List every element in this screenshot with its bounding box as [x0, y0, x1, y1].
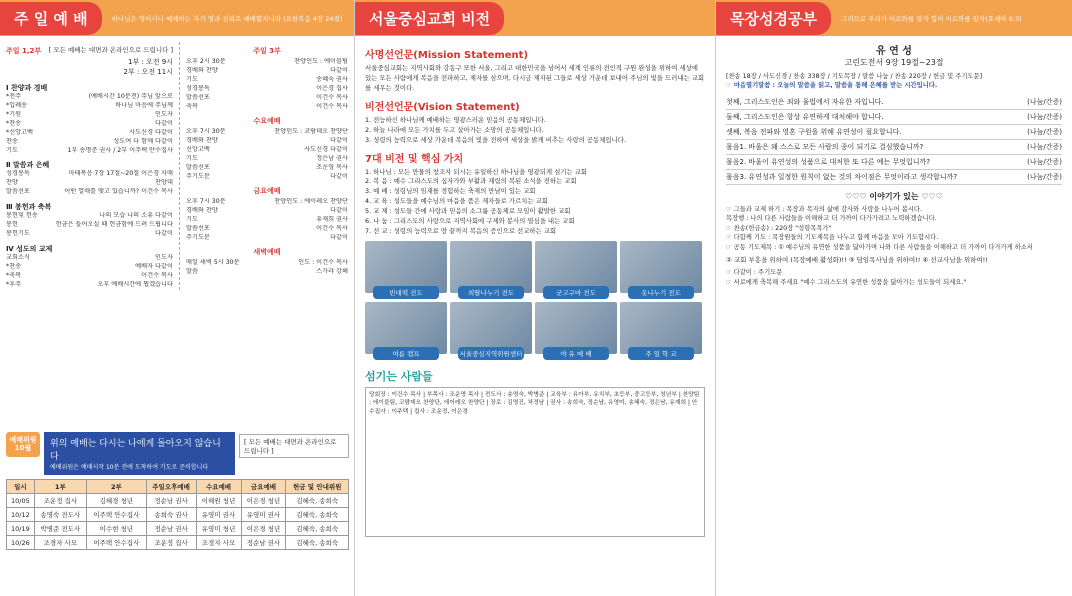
core-value-item: 7. 선 교 : 성령의 능력으로 땅 끝까지 복음의 증인으로 선교하는 교회 — [365, 227, 557, 236]
section-title: Ⅱ 말씀과 은혜 — [6, 161, 50, 170]
study-closing — [726, 205, 1062, 252]
question-tag: (나눔/간증) — [1027, 97, 1062, 106]
table-cell: 김혜숙, 송희숙 — [286, 536, 349, 550]
closing-line: ☞ 다같이 : 주기도문 — [726, 269, 783, 277]
photo-caption: 야 유 예 배 — [543, 347, 609, 360]
friday-title: 금요예배 — [253, 186, 281, 195]
afternoon-title: 주일 3부 — [253, 47, 281, 55]
order-row — [6, 221, 173, 230]
prayer-items — [726, 255, 1062, 264]
order-value: 정은남 권사 — [316, 154, 348, 162]
closing-line: ☞ 공동 기도제목 : ① 예수님의 유연한 성품을 닮아가며 나와 다른 사람들을 이해하고 더 가까이 다가가게 하소서 — [726, 243, 1033, 251]
wednesday-list — [186, 128, 348, 182]
core-values-heading: 7대 비전 및 핵심 가치 — [365, 153, 464, 165]
study-question — [726, 140, 1062, 155]
table-header: 주일오후예배 — [146, 480, 196, 494]
question-tag: (나눔/간증) — [1027, 157, 1062, 166]
order-row — [6, 93, 173, 102]
order-label: *축복 — [6, 272, 22, 280]
order-row — [186, 128, 348, 137]
closing-line: ☞ 찬송(헌금송) : 220장 "성령목목가" — [726, 224, 832, 232]
table-cell: 10/26 — [7, 536, 35, 550]
order-row — [186, 216, 348, 225]
afternoon-list — [186, 58, 348, 112]
order-value: (예배시간 10분전) 주님 앞으로 — [88, 92, 173, 100]
order-label: 오후 7시 30분 — [185, 127, 226, 135]
question-text: 첫째, 그리스도인은 죄와 율법에서 자유한 자입니다. — [726, 97, 884, 106]
table-header: 헌금 및 안내위원 — [286, 480, 349, 494]
order-row — [186, 67, 348, 76]
order-value: 인도자 — [155, 254, 173, 262]
vision-item: 2. 하늘 나라에 모든 가치를 두고 살아가는 소망의 공동체입니다. — [365, 125, 544, 134]
worship-title: 주 일 예 배 — [0, 2, 102, 35]
order-row — [186, 198, 348, 207]
ministry-photo — [535, 241, 617, 297]
order-row — [186, 155, 348, 164]
order-label: *전주 — [6, 92, 22, 100]
order-list-1 — [6, 93, 173, 156]
committee-subline: 예배위원은 예배시작 10분 전에 도착하여 기도로 준비합니다 — [50, 464, 209, 471]
committee-notice: [ 모든 예배는 대면과 온라인으로 드립니다 ] — [239, 434, 349, 458]
worship-verse: 하나님은 영이시니 예배하는 자가 영과 진리로 예배할지니라 (요한복음 4장 24절) — [111, 14, 343, 23]
table-cell: 김혜숙, 송희숙 — [286, 508, 349, 522]
table-header: 1부 — [34, 480, 86, 494]
ministry-photo — [365, 241, 447, 297]
table-cell: 유영미 권사 — [196, 508, 241, 522]
order-value: 1부 송명준 권사 / 2부 이주택 안수집사 — [67, 146, 173, 154]
study-question — [726, 110, 1062, 125]
study-opening: [찬송 18장 / 사도신경 / 찬송 338장 / 기도목장 / 말씀 나눔 / 찬송 220장 / 헌금 및 주기도문] — [726, 73, 983, 80]
study-question — [726, 170, 1062, 185]
order-row — [186, 103, 348, 112]
service-time-1: 1부 : 오전 9시 — [127, 58, 173, 66]
order-label: 말씀선포 — [185, 163, 210, 171]
committee-table — [6, 479, 349, 550]
order-label: 주기도문 — [185, 233, 210, 241]
order-row — [6, 281, 173, 290]
order-label: 말씀 — [185, 267, 198, 275]
order-label: 기도 — [6, 146, 18, 154]
study-panel — [716, 0, 1072, 596]
order-value: 이건수 목사 — [141, 272, 173, 280]
order-list-3 — [6, 212, 173, 239]
order-value: 찬양인도 : 코람데오 찬양단 — [274, 127, 348, 135]
order-label: *기원 — [6, 110, 22, 118]
order-row — [186, 85, 348, 94]
table-cell: 송희숙 권사 — [146, 508, 196, 522]
order-value: 사도신경 다같이 — [304, 145, 348, 153]
order-row — [6, 102, 173, 111]
section-title: Ⅰ 찬양과 경배 — [6, 83, 48, 92]
table-cell: 유영미 권사 — [241, 508, 286, 522]
order-label: 성경봉독 — [6, 170, 30, 178]
order-value: 인도 : 이건수 목사 — [298, 258, 348, 266]
order-value: 이건수 목사 — [316, 93, 348, 101]
order-value: 오후 예배시간에 뵙겠습니다 — [97, 281, 173, 289]
ministry-photo — [365, 302, 447, 358]
order-list-4 — [6, 254, 173, 290]
committee-label: 예배위원 — [9, 436, 37, 444]
friday-list — [186, 198, 348, 243]
table-cell: 김혜숙, 송희숙 — [286, 522, 349, 536]
table-header: 2부 — [87, 480, 147, 494]
order-value: 나의 모습 나의 소유 다같이 — [99, 212, 173, 220]
committee-headline: 위의 예배는 다시는 나에게 돌아오지 않습니다 — [50, 439, 221, 462]
question-tag: (나눔/간증) — [1027, 127, 1062, 136]
table-row — [7, 536, 349, 550]
order-value: 이건수 목사 — [316, 102, 348, 110]
order-row — [186, 225, 348, 234]
committee-tag — [6, 432, 40, 457]
order-label: 경배와 찬양 — [185, 66, 218, 74]
order-row — [6, 170, 173, 179]
committee-month: 10월 — [14, 444, 32, 453]
closing-line: ☞ 다함께 기도 : 목장원들의 기도제목을 나누고 함께 마음을 모아 기도합시다. — [726, 234, 939, 242]
order-label: 오후 7시 30분 — [185, 197, 226, 205]
question-tag: (나눔/간증) — [1027, 112, 1062, 121]
order-label: 기도 — [185, 75, 198, 83]
order-label: 봉헌 — [6, 221, 18, 229]
service-time-2: 2부 : 오전 11시 — [123, 67, 173, 76]
order-row — [6, 111, 173, 120]
closing-line: 목장행 : 나의 다른 사람들을 이해하고 더 가까이 다가가려고 노력하겠습니다. — [726, 215, 937, 223]
study-title: 유 연 성 — [876, 46, 912, 57]
table-cell: 이주택 안수집사 — [87, 508, 147, 522]
prayer-item: ② 교회 부흥을 위하여 (목장예배 활성화)!! — [726, 256, 847, 265]
question-tag: (나눔/간증) — [1027, 142, 1062, 151]
order-row — [6, 147, 173, 156]
table-cell: 10/12 — [7, 508, 35, 522]
order-value: 송혜숙 권사 — [316, 75, 348, 83]
table-cell: 이주택 안수집사 — [87, 536, 147, 550]
table-cell: 김혜경 청년 — [87, 494, 147, 508]
order-value: 다같이 — [330, 233, 348, 241]
prayer-item: ③ 담임목사님을 위하여!! — [848, 256, 921, 265]
ministry-photo — [620, 241, 702, 297]
order-value: 다같이 — [155, 230, 173, 238]
order-value: 다같이 — [330, 172, 348, 180]
order-row — [6, 230, 173, 239]
order-label: *입례송 — [6, 101, 28, 109]
section-title: Ⅳ 성도의 교제 — [6, 245, 53, 254]
order-row — [6, 179, 173, 188]
order-label: 신앙고백 — [185, 145, 210, 153]
question-text: 물음2. 바울이 유연성의 성품으로 대처한 또 다른 예는 무엇입니까? — [726, 157, 931, 166]
closing-line: ☞ 서로에게 축복해 주세요 "예수 그리스도의 유연한 성품을 닮아가는 성도들이 되세요." — [726, 278, 967, 286]
order-value: 조운영 목사 — [316, 163, 348, 171]
order-value: 다같이 — [155, 119, 173, 127]
sunday-service-order — [6, 42, 173, 290]
vision-list — [365, 116, 705, 146]
order-value: 하나님 마음에 주님께 — [115, 101, 173, 109]
committee-section — [6, 432, 349, 550]
order-row — [186, 137, 348, 146]
closing-line: ☞ 그들과 교제 하기 : 목장과 목자의 삶에 감사와 사랑을 나누어 봅시다. — [726, 205, 923, 213]
order-label: 말씀선포 — [185, 224, 210, 232]
order-list-2 — [6, 170, 173, 197]
study-question — [726, 95, 1062, 110]
question-text: 둘째, 그리스도인은 항상 유연하게 대처해야 합니다. — [726, 112, 884, 121]
order-row — [6, 212, 173, 221]
photo-caption: 주 일 학 교 — [628, 347, 694, 360]
vision-item: 1. 전능하신 하나님께 예배하는 영광스러운 믿음의 공동체입니다. — [365, 115, 546, 124]
service-times — [6, 58, 173, 78]
worship-header — [0, 0, 354, 36]
order-label: 오후 2시 30분 — [185, 58, 226, 65]
service-notice: [ 모든 예배는 대면과 온라인으로 드립니다 ] — [48, 45, 173, 54]
order-row — [186, 173, 348, 182]
table-cell: 10/19 — [7, 522, 35, 536]
order-label: *신앙고백 — [6, 128, 34, 136]
table-cell: 10/05 — [7, 494, 35, 508]
table-cell: 정순남 권사 — [241, 536, 286, 550]
committee-banner — [44, 432, 235, 475]
story-title: ♡♡♡ 이야기가 있는 ♡♡♡ — [845, 191, 943, 201]
table-cell: 정순남 권사 — [146, 522, 196, 536]
study-question — [726, 125, 1062, 140]
table-cell: 정순남 권사 — [146, 494, 196, 508]
ministry-photos — [365, 241, 705, 358]
order-row — [6, 138, 173, 147]
order-row — [6, 120, 173, 129]
order-label: 주기도문 — [185, 172, 210, 180]
order-value: 찬양인도 : 에이레오 찬양단 — [274, 197, 348, 205]
vision-heading: 비전선언문(Vision Statement) — [365, 101, 520, 113]
order-label: 교회소식 — [6, 254, 30, 262]
order-label: 찬송 — [6, 137, 18, 145]
core-value-item: 3. 예 배 : 성령님의 임재를 경험하는 축제의 만남이 있는 교회 — [365, 187, 536, 196]
order-row — [186, 207, 348, 216]
order-value: 이건수 목사 — [316, 224, 348, 232]
study-question — [726, 155, 1062, 170]
order-value: 찬양인도 : 에이블팀 — [294, 58, 348, 65]
core-values-list — [365, 168, 705, 237]
vision-title: 서울중심교회 비전 — [355, 2, 504, 35]
order-value: 유재희 권사 — [316, 215, 348, 223]
order-label: 성경봉독 — [185, 84, 210, 92]
worship-panel — [0, 0, 355, 596]
order-label: *후주 — [6, 281, 22, 289]
study-verse: 그러므로 우리가 이로와를 알자 힘써 이로와를 알자(호세아 6:3) — [840, 14, 1022, 23]
question-text: 셋째, 복음 전파와 영혼 구원을 위해 유연성이 필요합니다. — [726, 127, 902, 136]
mission-heading: 사명선언문(Mission Statement) — [365, 50, 529, 61]
order-value: 어떤 열매를 맺고 있습니까? 이건수 목사 — [64, 188, 173, 196]
order-value: 스가랴 강해 — [316, 267, 348, 275]
order-label: 매일 새벽 5시 30분 — [185, 258, 240, 266]
order-value: 다같이 — [330, 66, 348, 74]
order-row — [186, 58, 348, 67]
order-row — [186, 259, 348, 268]
study-intro: ☞ 마음열기말씀 : 오늘의 말씀을 읽고, 말씀을 통해 은혜를 받는 시간입니다. — [726, 82, 938, 90]
table-cell: 김혜숙, 송희숙 — [286, 494, 349, 508]
study-header — [716, 0, 1072, 36]
core-value-item: 5. 교 제 : 성도들 간에 사랑과 믿음의 소그룹 공동체로 모임이 활발한 교회 — [365, 207, 571, 216]
photo-caption: 여름 캠프 — [373, 347, 439, 360]
study-questions — [726, 95, 1062, 185]
table-cell: 조경자 사모 — [34, 536, 86, 550]
photo-caption: 서울중심지역위원센터 — [458, 347, 524, 360]
core-value-item: 6. 나 눔 : 그리스도의 사랑으로 지역사회에 구제와 봉사의 열심을 내는 교회 — [365, 217, 575, 226]
order-label: 봉헌기도 — [6, 230, 30, 238]
order-row — [186, 268, 348, 277]
order-value: 성도여 다 함께 다같이 — [113, 137, 173, 145]
table-header: 금요예배 — [241, 480, 286, 494]
order-row — [6, 254, 173, 263]
table-row — [7, 522, 349, 536]
question-text: 물음3. 유연성과 일정한 원칙이 없는 것의 차이점은 무엇이라고 생각합니까? — [726, 172, 958, 181]
order-label: *찬송 — [6, 263, 22, 271]
table-cell: 이수현 청년 — [87, 522, 147, 536]
table-cell: 유영미 청년 — [196, 522, 241, 536]
table-cell: 조운정 집사 — [146, 536, 196, 550]
core-value-item: 1. 하나님 : 모든 만물의 창조자 되시는 유일하신 하나님을 영광되게 섬기는 교회 — [365, 167, 587, 176]
ministry-photo — [450, 302, 532, 358]
ministry-photo — [535, 302, 617, 358]
order-value: 예배자 다같이 — [135, 263, 173, 271]
order-row — [186, 146, 348, 155]
photo-caption: 빈대떡 전도 — [373, 286, 439, 299]
ministry-photo — [620, 302, 702, 358]
order-label: 기도 — [185, 154, 198, 162]
section-title: Ⅲ 봉헌과 축복 — [6, 203, 52, 212]
table-cell: 이해원 청년 — [196, 494, 241, 508]
servants-list: 당회장 : 이건수 목사 | 부목사 : 조운영 목사 | 전도사 : 송명숙, 박병준 | 교육부 : 유아부, 유치부, 초등부, 중고등부, 청년부 | 찬양팀 : 에이블팀, 코람데오 찬양단, 에이레오 찬양단 | 장로 : 김영진, 차정남 | 권사 : 송희숙, 정순남, 유영미, 송혜숙, 정은남, 유재희 | 안수집사 : 이주택 | 집사 : 조운정, 이은경 — [365, 387, 705, 537]
order-row — [6, 272, 173, 281]
prayer-item: ④ 선교사님을 위하여!! — [922, 256, 988, 265]
order-value: 사도신경 다같이 — [129, 128, 173, 136]
order-row — [186, 164, 348, 173]
order-value: 헌금은 들어오실 때 헌금함에 드려 드립니다 — [55, 221, 173, 229]
order-value: 찬양대 — [155, 179, 173, 187]
core-value-item: 2. 복 음 : 예수 그리스도의 십자가와 부활과 재림의 복된 소식을 전하는 교회 — [365, 177, 577, 186]
order-label: 경배와 찬양 — [185, 206, 218, 214]
question-text: 물음1. 바울은 왜 스스로 모든 사람의 종이 되기로 결심했습니까? — [726, 142, 924, 151]
order-value: 다같이 — [330, 136, 348, 144]
order-label: 말씀선포 — [6, 188, 30, 196]
order-label: 경배와 찬양 — [185, 136, 218, 144]
table-header: 일시 — [7, 480, 35, 494]
servants-title: 섬기는 사람들 — [365, 369, 433, 383]
ministry-photo — [450, 241, 532, 297]
study-reference: 고린도전서 9장 19절~23절 — [844, 58, 944, 67]
table-row — [7, 508, 349, 522]
order-label: *찬송 — [6, 119, 22, 127]
order-value: 인도자 — [155, 110, 173, 118]
sunday-service-title: 주일 1,2부 — [6, 47, 42, 55]
vision-header — [355, 0, 715, 36]
order-label: 봉헌및 헌송 — [6, 212, 38, 220]
dawn-list — [186, 259, 348, 277]
order-row — [6, 188, 173, 197]
core-value-item: 4. 교 육 : 성도들을 예수님의 마음을 품은 제자들로 가르치는 교회 — [365, 197, 548, 206]
table-cell: 이은경 청년 — [241, 522, 286, 536]
order-label: 축복 — [185, 102, 198, 110]
vision-panel — [355, 0, 716, 596]
table-cell: 박병준 전도사 — [34, 522, 86, 536]
table-row — [7, 494, 349, 508]
order-value: 마태복음 7장 17절~20절 이은경 자매 — [68, 170, 173, 178]
order-row — [186, 76, 348, 85]
table-cell: 송명숙 전도사 — [34, 508, 86, 522]
order-row — [186, 234, 348, 243]
photo-caption: 군고구마 전도 — [543, 286, 609, 299]
table-cell: 조운정 집사 — [34, 494, 86, 508]
order-row — [6, 263, 173, 272]
dawn-title: 새벽예배 — [253, 247, 281, 256]
order-label: 기도 — [185, 215, 198, 223]
table-cell: 조경자 사모 — [196, 536, 241, 550]
vision-item: 3. 성령의 능력으로 세상 가운데 복음의 빛을 전하며 세상을 밝게 비추는 사랑의 공동체입니다. — [365, 135, 626, 144]
order-label: 찬양 — [6, 179, 18, 187]
photo-caption: 옷나누기 전도 — [628, 286, 694, 299]
order-row — [186, 94, 348, 103]
order-label: 말씀선포 — [185, 93, 210, 101]
wednesday-title: 수요예배 — [253, 116, 281, 125]
photo-caption: 외딸나누기 전도 — [458, 286, 524, 299]
order-row — [6, 129, 173, 138]
table-header: 수요예배 — [196, 480, 241, 494]
other-services — [179, 42, 348, 290]
mission-text: 서울중심교회는 지역사회와 강동구 또한 서울, 그리고 대한민국을 넘어서 세계 인류의 전인적 구원 완성을 위하여 세상에 있는 모든 사람에게 복음을 전파하고, 제자를 삼으며, 다시금 제자된 그들로 세상 가운데 보내어 주님의 빛을 드러내는 교회를 세우는 것이다. — [365, 64, 705, 92]
table-cell: 이은경 청년 — [241, 494, 286, 508]
question-tag: (나눔/간증) — [1027, 172, 1062, 181]
order-value: 이은경 집사 — [316, 84, 348, 92]
study-band-title: 목장성경공부 — [716, 2, 831, 35]
order-value: 다같이 — [330, 206, 348, 214]
